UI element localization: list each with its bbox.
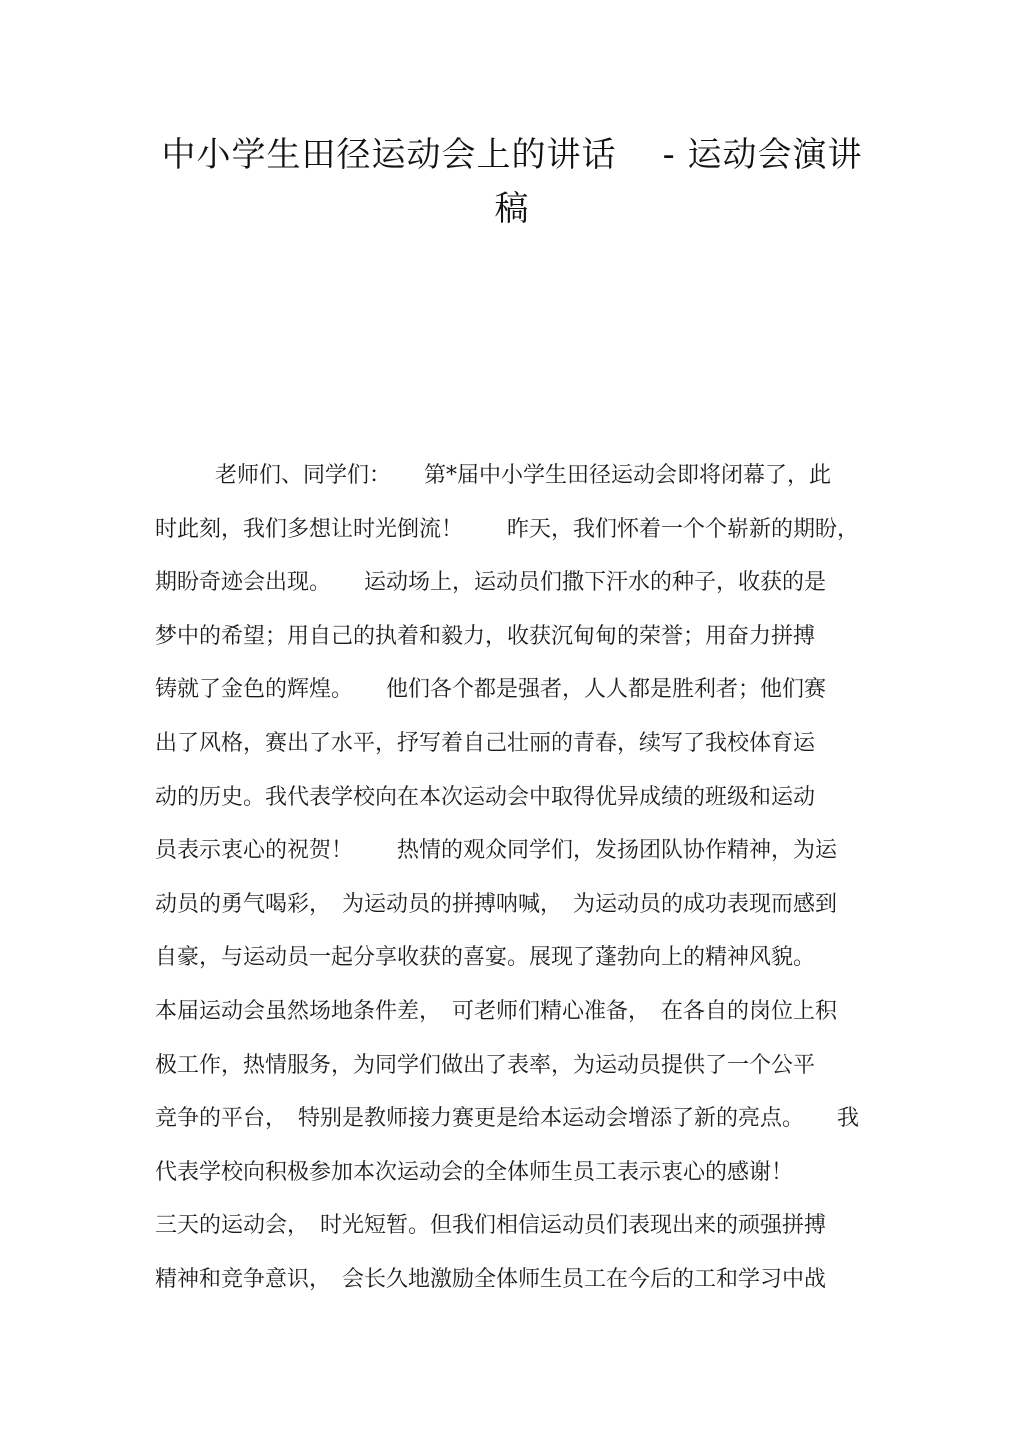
text-line: 三天的运动会， 时光短暂。但我们相信运动员们表现出来的顽强拼搏 <box>155 1213 827 1239</box>
text-line: 精神和竞争意识， 会长久地激励全体师生员工在今后的工和学习中战 <box>155 1266 827 1292</box>
text-line: 动的历史。我代表学校向在本次运动会中取得优异成绩的班级和运动 <box>155 784 816 810</box>
text-line: 员表示衷心的祝贺！ 热情的观众同学们，发扬团队协作精神，为运 <box>155 838 838 864</box>
title-suffix: - 运动会演讲 <box>662 135 863 175</box>
text-line: 竞争的平台， 特别是教师接力赛更是给本运动会增添了新的亮点。 我 <box>155 1106 860 1132</box>
speech-body <box>155 449 875 1307</box>
text-line: 梦中的希望；用自己的执着和毅力，收获沉甸甸的荣誉；用奋力拼搏 <box>155 623 816 649</box>
text-line: 极工作，热情服务，为同学们做出了表率，为运动员提供了一个公平 <box>155 1052 816 1078</box>
text-line: 代表学校向积极参加本次运动会的全体师生员工表示衷心的感谢！ <box>155 1159 794 1185</box>
text-line: 时此刻，我们多想让时光倒流！ 昨天，我们怀着一个个崭新的期盼， <box>155 516 860 542</box>
document-title <box>140 128 884 236</box>
text-line: 出了风格，赛出了水平，抒写着自己壮丽的青春，续写了我校体育运 <box>155 730 816 756</box>
text-line: 铸就了金色的辉煌。 他们各个都是强者，人人都是胜利者；他们赛 <box>155 677 827 703</box>
title-main: 中小学生田径运动会上的讲话 <box>161 135 617 175</box>
text-line: 期盼奇迹会出现。 运动场上，运动员们撒下汗水的种子，收获的是 <box>155 570 827 596</box>
text-line: 本届运动会虽然场地条件差， 可老师们精心准备， 在各自的岗位上积 <box>155 998 838 1024</box>
text-line: 老师们、同学们： 第*届中小学生田径运动会即将闭幕了，此 <box>215 463 832 488</box>
title-wrap: 稿 <box>494 189 530 229</box>
text-line: 自豪，与运动员一起分享收获的喜宴。展现了蓬勃向上的精神风貌。 <box>155 945 816 971</box>
text-line: 动员的勇气喝彩， 为运动员的拼搏呐喊， 为运动员的成功表现而感到 <box>155 891 838 917</box>
